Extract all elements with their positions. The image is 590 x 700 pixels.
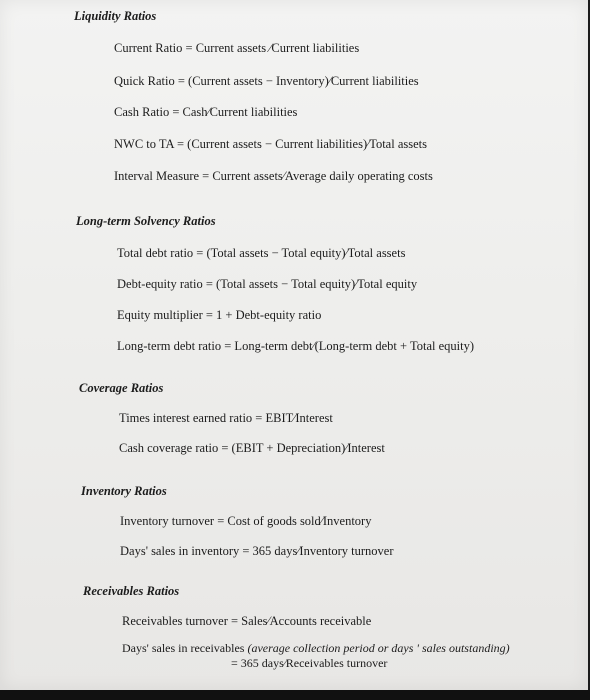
formula-receivables-turnover: Receivables turnover = Sales⁄Accounts receivable <box>122 614 372 628</box>
formula-inventory-turnover: Inventory turnover = Cost of goods sold⁄Inventory <box>120 514 372 528</box>
formula-long-term-debt-ratio: Long-term debt ratio = Long-term debt⁄(Long-term debt + Total equity) <box>117 339 474 353</box>
formula-cash-coverage-ratio: Cash coverage ratio = (EBIT + Depreciation)⁄Interest <box>119 441 385 455</box>
formula-days-sales-receivables-prefix: Days' sales in receivables <box>122 641 248 655</box>
formula-times-interest-earned: Times interest earned ratio = EBIT⁄Interest <box>119 411 333 425</box>
formula-days-sales-receivables-note: (average collection period or days ' sales outstanding) <box>247 641 510 655</box>
formula-nwc-to-ta: NWC to TA = (Current assets − Current liabilities)⁄Total assets <box>114 137 427 151</box>
formula-days-sales-receivables <box>122 641 510 656</box>
section-heading-long-term-solvency: Long-term Solvency Ratios <box>76 214 216 228</box>
formula-total-debt-ratio: Total debt ratio = (Total assets − Total equity)⁄Total assets <box>117 246 406 260</box>
formula-current-ratio: Current Ratio = Current assets ⁄Current liabilities <box>114 41 360 55</box>
formula-days-sales-inventory: Days' sales in inventory = 365 days⁄Inventory turnover <box>120 544 394 558</box>
section-heading-receivables: Receivables Ratios <box>83 584 180 598</box>
formula-debt-equity-ratio: Debt-equity ratio = (Total assets − Total equity)⁄Total equity <box>117 277 418 291</box>
section-heading-inventory: Inventory Ratios <box>81 484 167 498</box>
formula-quick-ratio: Quick Ratio = (Current assets − Inventory)⁄Current liabilities <box>114 74 419 88</box>
formula-days-sales-receivables-continuation: = 365 days⁄Receivables turnover <box>231 656 388 670</box>
formula-interval-measure: Interval Measure = Current assets⁄Average daily operating costs <box>114 169 433 183</box>
section-heading-coverage: Coverage Ratios <box>79 381 164 395</box>
formula-equity-multiplier: Equity multiplier = 1 + Debt-equity ratio <box>117 308 322 322</box>
formula-cash-ratio: Cash Ratio = Cash⁄Current liabilities <box>114 105 298 119</box>
section-heading-liquidity: Liquidity Ratios <box>74 9 157 23</box>
photo-bottom-edge <box>0 690 590 700</box>
